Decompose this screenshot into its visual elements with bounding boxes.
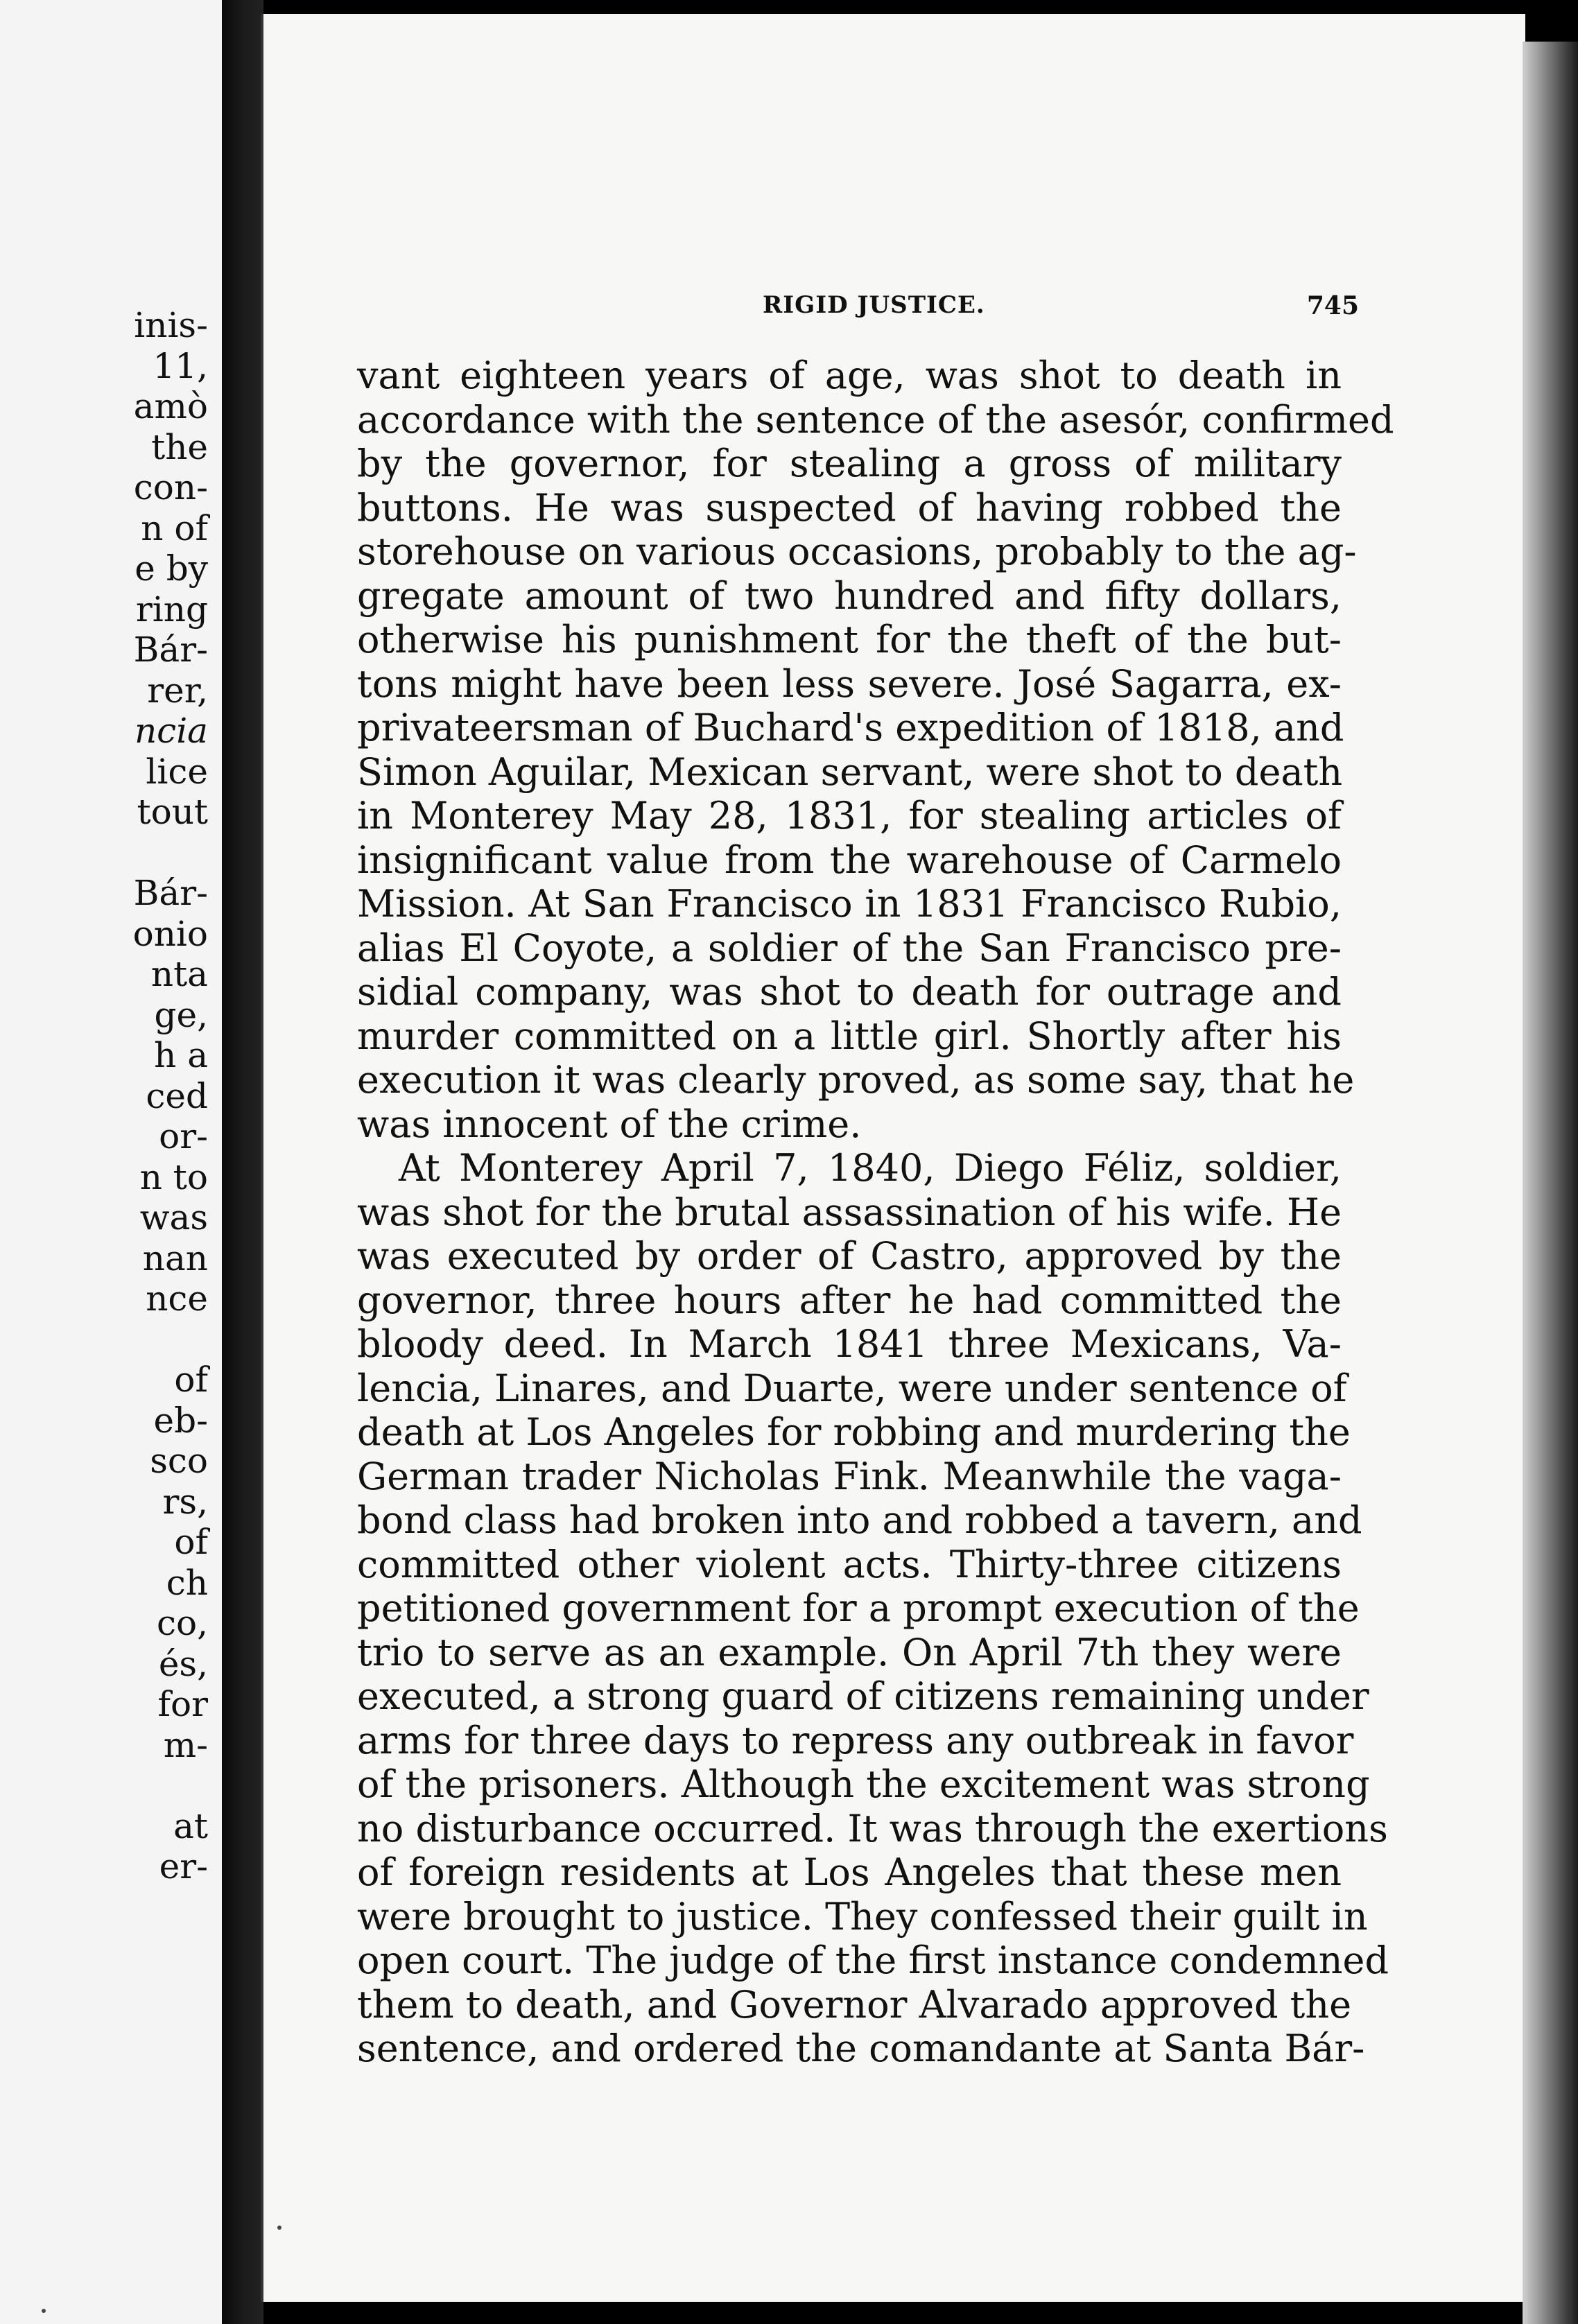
- left-fragment-line: 11,: [153, 345, 208, 386]
- left-fragment-line: nce: [146, 1278, 208, 1319]
- left-page-text-fragments: [0, 305, 208, 1887]
- scan-speck: [277, 2226, 281, 2230]
- body-text-line: Mission. At San Francisco in 1831 Francisco Rubio,: [357, 882, 1342, 926]
- left-fragment-line: amò: [133, 386, 208, 426]
- body-text-line: petitioned government for a prompt execution of the: [357, 1586, 1360, 1630]
- body-text-line: of foreign residents at Los Angeles that these men: [357, 1850, 1342, 1894]
- left-fragment-line: lice: [146, 751, 208, 792]
- body-text-line: insignificant value from the warehouse of Carmelo: [357, 838, 1342, 882]
- left-fragment-line: ced: [146, 1075, 208, 1116]
- left-fragment-line: ncia: [134, 711, 208, 751]
- body-text-line: tons might have been less severe. José Sagarra, ex-: [357, 661, 1342, 706]
- page-gutter: [222, 0, 263, 2324]
- body-text-line: arms for three days to repress any outbreak in favor: [357, 1718, 1354, 1762]
- left-fragment-line: rs,: [162, 1481, 208, 1522]
- left-fragment-line: Bár-: [133, 630, 208, 670]
- left-fragment-line: tout: [137, 792, 208, 832]
- body-text-line: executed, a strong guard of citizens remaining under: [357, 1674, 1369, 1718]
- body-text-line: governor, three hours after he had committed the: [357, 1278, 1342, 1322]
- body-text-line: was executed by order of Castro, approved by the: [357, 1234, 1342, 1278]
- body-text-line: no disturbance occurred. It was through the exertions: [357, 1806, 1388, 1850]
- body-text-line: sentence, and ordered the comandante at Santa Bár-: [357, 2027, 1365, 2070]
- body-text-line: German trader Nicholas Fink. Meanwhile the vaga-: [357, 1454, 1342, 1498]
- body-text-line: murder committed on a little girl. Shortly after his: [357, 1014, 1342, 1058]
- body-text-line: by the governor, for stealing a gross of military: [357, 442, 1342, 485]
- left-facing-page: [0, 0, 222, 2324]
- left-fragment-line: eb-: [153, 1400, 208, 1441]
- left-fragment-line: or-: [159, 1116, 208, 1156]
- body-text-line: in Monterey May 28, 1831, for stealing articles of: [357, 794, 1342, 838]
- left-fragment-line: rer,: [147, 670, 208, 711]
- body-text-line: storehouse on various occasions, probably to the ag-: [357, 530, 1357, 573]
- scan-speck: [42, 2309, 46, 2313]
- left-fragment-line: ge,: [154, 994, 208, 1035]
- left-fragment-line: nan: [142, 1238, 208, 1278]
- left-fragment-line: was: [139, 1197, 208, 1238]
- body-text-line: open court. The judge of the first instance condemned: [357, 1939, 1389, 1982]
- left-fragment-line: nta: [150, 954, 208, 994]
- left-fragment-line: [0, 1319, 208, 1360]
- body-text-line: committed other violent acts. Thirty-three citizens: [357, 1542, 1342, 1586]
- body-text-line: accordance with the sentence of the asesór, confirmed: [357, 397, 1394, 442]
- body-text-line: bloody deed. In March 1841 three Mexicans, Va-: [357, 1322, 1342, 1366]
- left-fragment-line: of: [174, 1522, 208, 1562]
- body-text-line: lencia, Linares, and Duarte, were under sentence of: [357, 1366, 1347, 1410]
- left-fragment-line: for: [157, 1684, 208, 1724]
- left-fragment-line: m-: [163, 1724, 208, 1765]
- left-fragment-line: és,: [158, 1643, 208, 1684]
- body-text-line: gregate amount of two hundred and fifty dollars,: [357, 573, 1342, 618]
- body-text-line: execution it was clearly proved, as some say, that he: [357, 1058, 1355, 1102]
- page-edge-shadow: [1523, 42, 1578, 2324]
- left-fragment-line: at: [173, 1805, 208, 1846]
- page-body-text: [357, 354, 1394, 2071]
- left-fragment-line: sco: [150, 1441, 208, 1481]
- left-fragment-line: the: [151, 426, 208, 467]
- running-title: RIGID JUSTICE.: [763, 291, 985, 319]
- left-fragment-line: ch: [166, 1562, 208, 1603]
- left-fragment-line: Bár-: [133, 873, 208, 913]
- page-number: 745: [1306, 291, 1359, 320]
- body-text-line: alias El Coyote, a soldier of the San Francisco pre-: [357, 926, 1342, 970]
- left-fragment-line: con-: [133, 467, 208, 508]
- left-fragment-line: h a: [154, 1035, 208, 1075]
- left-fragment-line: [0, 1765, 208, 1806]
- left-fragment-line: co,: [157, 1603, 208, 1643]
- body-text-line: of the prisoners. Although the excitement was strong: [357, 1762, 1370, 1806]
- left-fragment-line: inis-: [134, 305, 208, 345]
- body-text-line: death at Los Angeles for robbing and murdering the: [357, 1410, 1351, 1454]
- body-text-line: Simon Aguilar, Mexican servant, were shot to death: [357, 749, 1343, 794]
- body-text-line: buttons. He was suspected of having robbed the: [357, 485, 1342, 530]
- left-fragment-line: er-: [159, 1846, 208, 1887]
- left-fragment-line: e by: [135, 548, 208, 589]
- left-fragment-line: ring: [135, 589, 208, 630]
- body-text-line: them to death, and Governor Alvarado approved the: [357, 1982, 1352, 2027]
- body-text-line: bond class had broken into and robbed a tavern, and: [357, 1498, 1362, 1542]
- left-fragment-line: onio: [132, 913, 208, 954]
- body-text-line: privateersman of Buchard's expedition of 1818, and: [357, 706, 1344, 749]
- body-text-line: trio to serve as an example. On April 7th they were: [357, 1630, 1342, 1674]
- left-fragment-line: [0, 833, 208, 874]
- body-text-line: otherwise his punishment for the theft of the but-: [357, 618, 1342, 661]
- left-fragment-line: n of: [141, 508, 208, 548]
- body-text-line: sidial company, was shot to death for outrage and: [357, 970, 1342, 1014]
- body-text-line: were brought to justice. They confessed their guilt in: [357, 1894, 1368, 1939]
- body-text-line: vant eighteen years of age, was shot to death in: [357, 354, 1342, 397]
- left-fragment-line: of: [174, 1360, 208, 1400]
- left-fragment-line: n to: [139, 1156, 208, 1197]
- body-text-line: was innocent of the crime.: [357, 1102, 862, 1146]
- body-text-line: was shot for the brutal assassination of his wife. He: [357, 1190, 1342, 1234]
- body-text-line: At Monterey April 7, 1840, Diego Féliz, soldier,: [399, 1146, 1342, 1190]
